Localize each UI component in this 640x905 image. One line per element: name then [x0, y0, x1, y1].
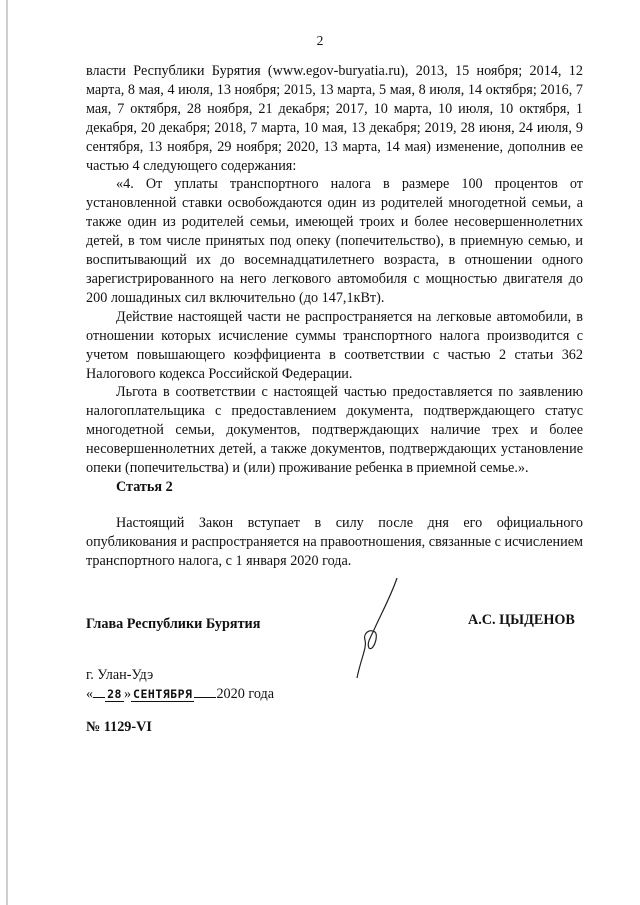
page-number: 2 [316, 33, 324, 48]
article-1-text [86, 62, 583, 478]
signatory-position: Глава Республики Бурятия [86, 616, 261, 632]
law-number: № 1129-VI [86, 719, 152, 735]
date-month-stamp: СЕНТЯБРЯ [133, 687, 193, 701]
date-open-quote: « [86, 686, 94, 702]
paragraph-benefit: Льгота в соответствии с настоящей частью предоставляется по заявлению налогоплательщика с предоставлением документа, подтверждающего статус многодетной семьи, документов, подтверждающих наличие трех и более несовершеннолетних детей, а также документов, подтверждающих установление опеки (попечительства) и (или) проживание ребенка в приемной семье.». [86, 384, 583, 477]
article-2-text [86, 514, 583, 571]
date-underline [93, 697, 105, 698]
scan-edge [6, 0, 8, 905]
paragraph-exception: Действие настоящей части не распространяется на легковые автомобили, в отношении которых исчисление суммы транспортного налога производится с учетом повышающего коэффициента в соответствии с частью 2 статьи 362 Налогового кодекса Российской Федерации. [86, 308, 583, 382]
paragraph-part-4: «4. От уплаты транспортного налога в размере 100 процентов от установленной ставки освобождаются один из родителей многодетной семьи, а также один из родителей семьи, имеющей троих и более несовершеннолетних детей, в том числе принятых под опеку (попечительство), в приемную семью, и воспитывающий их до восемнадцатилетнего возраста, в отношении одного зарегистрированного на него легкового автомобиля с мощностью двигателя до 200 лошадиных сил включительно (до 147,1кВт). [86, 176, 583, 306]
paragraph-intro: власти Республики Бурятия (www.egov-buryatia.ru), 2013, 15 ноября; 2014, 12 марта, 8 мая, 4 июля, 13 ноября; 2015, 13 марта, 5 мая, 8 июля, 14 октября; 2016, 7 мая, 7 октября, 28 ноября, 21 декабря; 2017, 10 марта, 10 июля, 10 октября, 1 декабря, 20 декабря; 2018, 7 марта, 10 мая, 13 декабря; 2019, 28 июня, 24 июля, 9 сентября, 13 ноября, 29 ноября; 2020, 13 марта, 14 мая) изменение, дополнив ее частью 4 следующего содержания: [86, 63, 583, 174]
date-close-quote: » [123, 686, 132, 702]
date-underline-tail [194, 697, 216, 698]
paragraph-entry-into-force: Настоящий Закон вступает в силу после дня его официального опубликования и распространяется на правоотношения, связанные с исчислением транспортного налога, с 1 января 2020 года. [86, 515, 583, 569]
handwritten-signature [355, 574, 415, 684]
article-2-title: Статья 2 [116, 479, 173, 495]
signing-date [86, 686, 274, 703]
date-day-stamp: 28 [107, 687, 122, 701]
signatory-name: А.С. ЦЫДЕНОВ [468, 612, 575, 628]
place-of-signing: г. Улан-Удэ [86, 667, 154, 683]
date-year: 2020 года [216, 686, 275, 702]
